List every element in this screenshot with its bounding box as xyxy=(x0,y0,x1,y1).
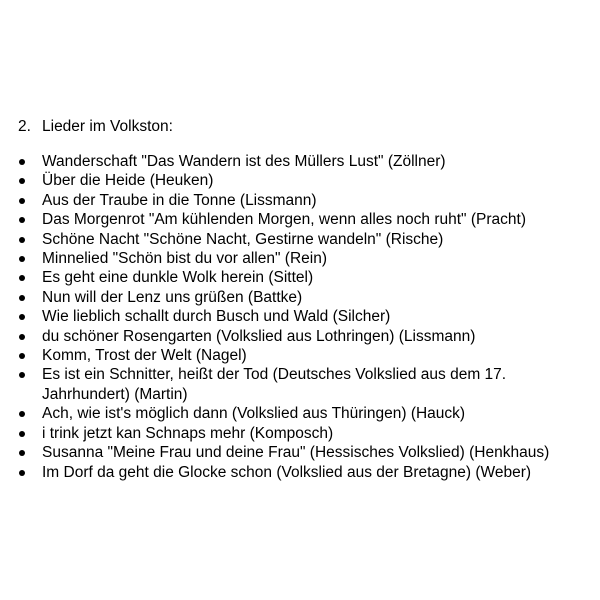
list-item xyxy=(18,152,588,171)
list-item xyxy=(18,210,588,229)
list-item xyxy=(18,327,588,346)
bullet-icon xyxy=(19,295,25,301)
list-item-text: i trink jetzt kan Schnaps mehr (Komposch) xyxy=(42,424,334,442)
bullet-icon xyxy=(19,334,25,340)
bullet-icon xyxy=(19,178,25,184)
list-item xyxy=(18,288,588,307)
list-item-text: Nun will der Lenz uns grüßen (Battke) xyxy=(42,288,303,306)
list-item xyxy=(18,268,588,287)
bullet-icon xyxy=(19,159,25,165)
list-item xyxy=(18,346,588,365)
list-item-text: Schöne Nacht "Schöne Nacht, Gestirne wandeln" (Rische) xyxy=(42,230,444,248)
bullet-icon xyxy=(19,372,25,378)
list-item xyxy=(18,404,588,423)
list-item xyxy=(18,365,588,404)
bullet-icon xyxy=(19,470,25,476)
section-heading xyxy=(18,117,173,136)
list-item-text: Im Dorf da geht die Glocke schon (Volkslied aus der Bretagne) (Weber) xyxy=(42,463,532,481)
list-item-text: Komm, Trost der Welt (Nagel) xyxy=(42,347,247,365)
list-item xyxy=(18,463,588,482)
bullet-icon xyxy=(19,411,25,417)
list-item-text: Minnelied "Schön bist du vor allen" (Rein) xyxy=(42,250,327,268)
bullet-icon xyxy=(19,314,25,320)
list-item-text: Ach, wie ist's möglich dann (Volkslied aus Thüringen) (Hauck) xyxy=(42,405,466,423)
section-title: Lieder im Volkston: xyxy=(42,118,173,135)
list-item-text: Aus der Traube in die Tonne (Lissmann) xyxy=(42,191,317,209)
list-item-text: Es geht eine dunkle Wolk herein (Sittel) xyxy=(42,269,314,287)
bullet-icon xyxy=(19,198,25,204)
section-number: 2. xyxy=(18,118,31,135)
bullet-icon xyxy=(19,256,25,262)
list-item-text: Wanderschaft "Das Wandern ist des Müllers Lust" (Zöllner) xyxy=(42,153,446,170)
bullet-icon xyxy=(19,237,25,243)
list-item-text: du schöner Rosengarten (Volkslied aus Lothringen) (Lissmann) xyxy=(42,327,476,345)
bullet-icon xyxy=(19,450,25,456)
list-item xyxy=(18,443,588,462)
list-item-text: Das Morgenrot "Am kühlenden Morgen, wenn alles noch ruht" (Pracht) xyxy=(42,211,526,229)
list-item xyxy=(18,171,588,190)
song-list xyxy=(18,152,588,482)
bullet-icon xyxy=(19,275,25,281)
bullet-icon xyxy=(19,353,25,359)
list-item-text: Susanna "Meine Frau und deine Frau" (Hessisches Volkslied) (Henkhaus) xyxy=(42,444,550,462)
bullet-icon xyxy=(19,217,25,223)
list-item xyxy=(18,424,588,443)
bullet-icon xyxy=(19,431,25,437)
list-item xyxy=(18,230,588,249)
list-item-text: Über die Heide (Heuken) xyxy=(42,172,214,190)
list-item xyxy=(18,249,588,268)
list-item-text: Wie lieblich schallt durch Busch und Wald (Silcher) xyxy=(42,308,391,326)
list-item-text: Es ist ein Schnitter, heißt der Tod (Deutsches Volkslied aus dem 17. Jahrhundert) (Martin) xyxy=(42,366,507,403)
list-item xyxy=(18,191,588,210)
list-item xyxy=(18,307,588,326)
